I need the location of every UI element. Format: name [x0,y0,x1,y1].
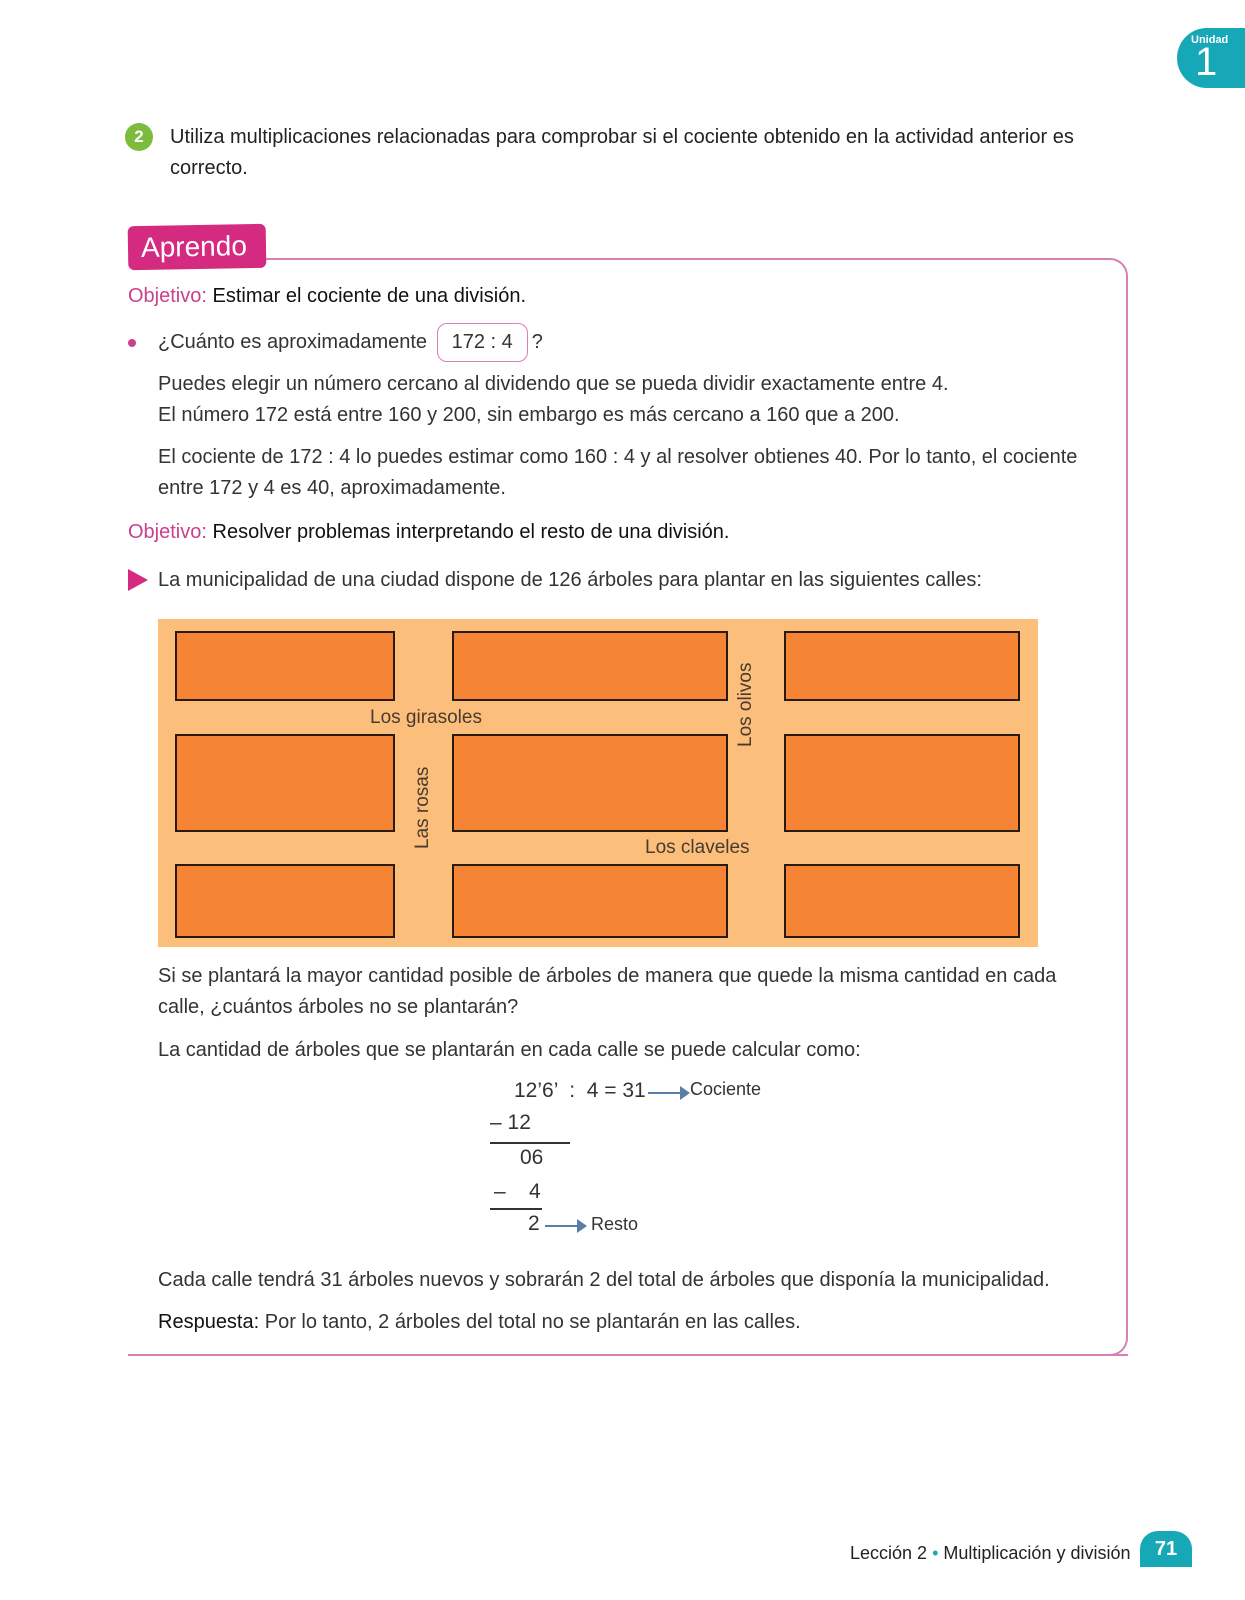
quotient-label: Cociente [690,1079,762,1099]
city-block [175,734,395,832]
street-label-olivos: Los olivos [735,662,756,747]
aprendo-tag: Aprendo [128,224,267,270]
quotient-arrow-icon [648,1092,688,1094]
paragraph-1-line-1: Puedes elegir un número cercano al dividendo que se pueda dividir exactamente entre 4. [158,373,949,395]
question-expression: 172 : 4 [437,323,528,362]
paragraph-1-line-2: El número 172 está entre 160 y 200, sin embargo es más cercano a 160 que a 200. [158,404,900,426]
play-arrow-icon [128,569,148,591]
objective-1 [128,285,526,308]
division-line-4: – 4 [494,1180,541,1203]
objective-2 [128,521,729,544]
footer-lesson: Lección 2 [850,1543,928,1563]
objective-2-text: Resolver problemas interpretando el resto de una división. [212,521,730,543]
city-block [452,631,728,701]
objective-1-text: Estimar el cociente de una división. [212,285,526,307]
division-line-1: 12’6’ : 4 = 31 [514,1079,646,1102]
division-line-2: – 12 [490,1111,531,1134]
activity-number-badge: 2 [125,123,153,151]
remainder-label: Resto [591,1214,639,1234]
city-block [784,734,1020,832]
street-label-girasoles: Los girasoles [370,707,482,728]
objective-2-label: Objetivo: [128,521,207,543]
division-rule [490,1208,542,1210]
footer-separator: • [932,1543,939,1563]
objective-1-label: Objetivo: [128,285,207,307]
question-line [158,323,1108,362]
aprendo-box-bottom-line [128,1354,1128,1356]
division-line-3: 06 [520,1146,544,1169]
city-block [784,864,1020,938]
street-map [158,619,1038,947]
page-number: 71 [1140,1531,1192,1567]
division-line-5: 2 [528,1212,540,1235]
street-label-rosas: Las rosas [412,766,433,849]
answer-label: Respuesta: [158,1311,260,1333]
paragraph-2: El cociente de 172 : 4 lo puedes estimar como 160 : 4 y al resolver obtienes 40. Por lo tanto, el cociente entre 172 y 4 es 40, aproximadamente. [158,446,1078,499]
city-block [452,734,728,832]
city-block [175,631,395,701]
bullet-icon [128,339,136,347]
calculation-intro: La cantidad de árboles que se plantarán en cada calle se puede calcular como: [158,1039,861,1061]
footer-topic: Multiplicación y división [943,1543,1131,1563]
unit-tab [1177,28,1245,88]
street-label-claveles: Los claveles [645,837,750,858]
unit-label: Unidad [1191,34,1229,46]
answer [158,1307,1108,1338]
question-suffix: ? [531,331,543,353]
remainder-arrow-icon [545,1225,585,1227]
unit-number: 1 [1195,40,1218,84]
answer-text: Por lo tanto, 2 árboles del total no se plantarán en las calles. [264,1311,801,1333]
city-block [175,864,395,938]
conclusion: Cada calle tendrá 31 árboles nuevos y sobrarán 2 del total de árboles que disponía la municipalidad. [158,1269,1050,1291]
problem-statement: La municipalidad de una ciudad dispone de 126 árboles para plantar en las siguientes calles: [158,569,982,591]
city-block [452,864,728,938]
division-rule [490,1142,570,1144]
question-2: Si se plantará la mayor cantidad posible de árboles de manera que quede la misma cantidad en cada calle, ¿cuántos árboles no se plantarán? [158,965,1057,1018]
question-prefix: ¿Cuánto es aproximadamente [158,331,428,353]
footer [850,1543,1130,1564]
activity-text: Utiliza multiplicaciones relacionadas para comprobar si el cociente obtenido en la actividad anterior es correcto. [170,126,1074,179]
city-block [784,631,1020,701]
